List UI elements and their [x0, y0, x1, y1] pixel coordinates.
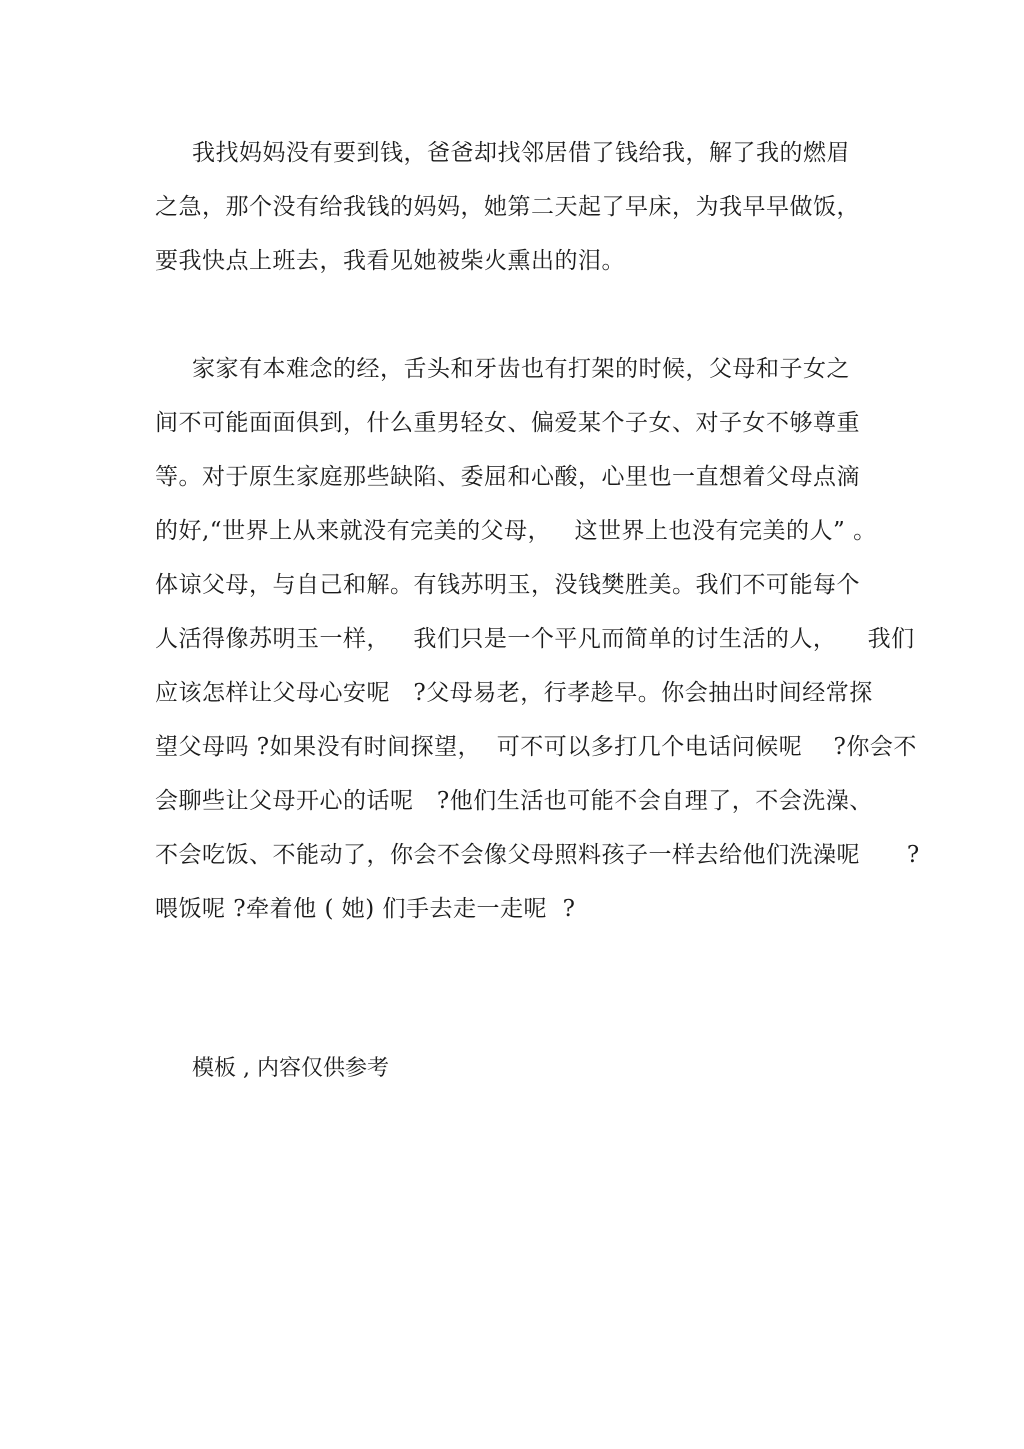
- paragraph-line: 的好,“世界上从来就没有完美的父母， 这世界上也没有完美的人” 。: [155, 518, 877, 544]
- paragraph-line: 等。对于原生家庭那些缺陷、委屈和心酸，心里也一直想着父母点滴: [155, 464, 860, 490]
- paragraph-line: 不会吃饭、不能动了，你会不会像父母照料孩子一样去给他们洗澡呢 ?: [155, 842, 920, 868]
- paragraph-line: 家家有本难念的经，舌头和牙齿也有打架的时候，父母和子女之: [192, 356, 850, 382]
- paragraph-line: 要我快点上班去，我看见她被柴火熏出的泪。: [155, 248, 625, 274]
- paragraph-line: 体谅父母，与自己和解。有钱苏明玉，没钱樊胜美。我们不可能每个: [155, 572, 860, 598]
- paragraph-line: 人活得像苏明玉一样， 我们只是一个平凡而简单的讨生活的人， 我们: [155, 626, 915, 652]
- template-note: 模板 , 内容仅供参考: [192, 1056, 389, 1081]
- paragraph-line: 望父母吗 ?如果没有时间探望， 可不可以多打几个电话问候呢 ?你会不: [155, 734, 917, 760]
- paragraph-line: 我找妈妈没有要到钱，爸爸却找邻居借了钱给我，解了我的燃眉: [192, 140, 850, 166]
- paragraph-line: 应该怎样让父母心安呢 ?父母易老，行孝趁早。你会抽出时间经常探: [155, 680, 873, 706]
- paragraph-line: 之急，那个没有给我钱的妈妈，她第二天起了早床，为我早早做饭，: [155, 194, 860, 220]
- paragraph-line: 喂饭呢 ?牵着他 ( 她) 们手去走一走呢 ?: [155, 896, 576, 922]
- paragraph-line: 会聊些让父母开心的话呢 ?他们生活也可能不会自理了，不会洗澡、: [155, 788, 873, 814]
- paragraph-line: 间不可能面面俱到，什么重男轻女、偏爱某个子女、对子女不够尊重: [155, 410, 860, 436]
